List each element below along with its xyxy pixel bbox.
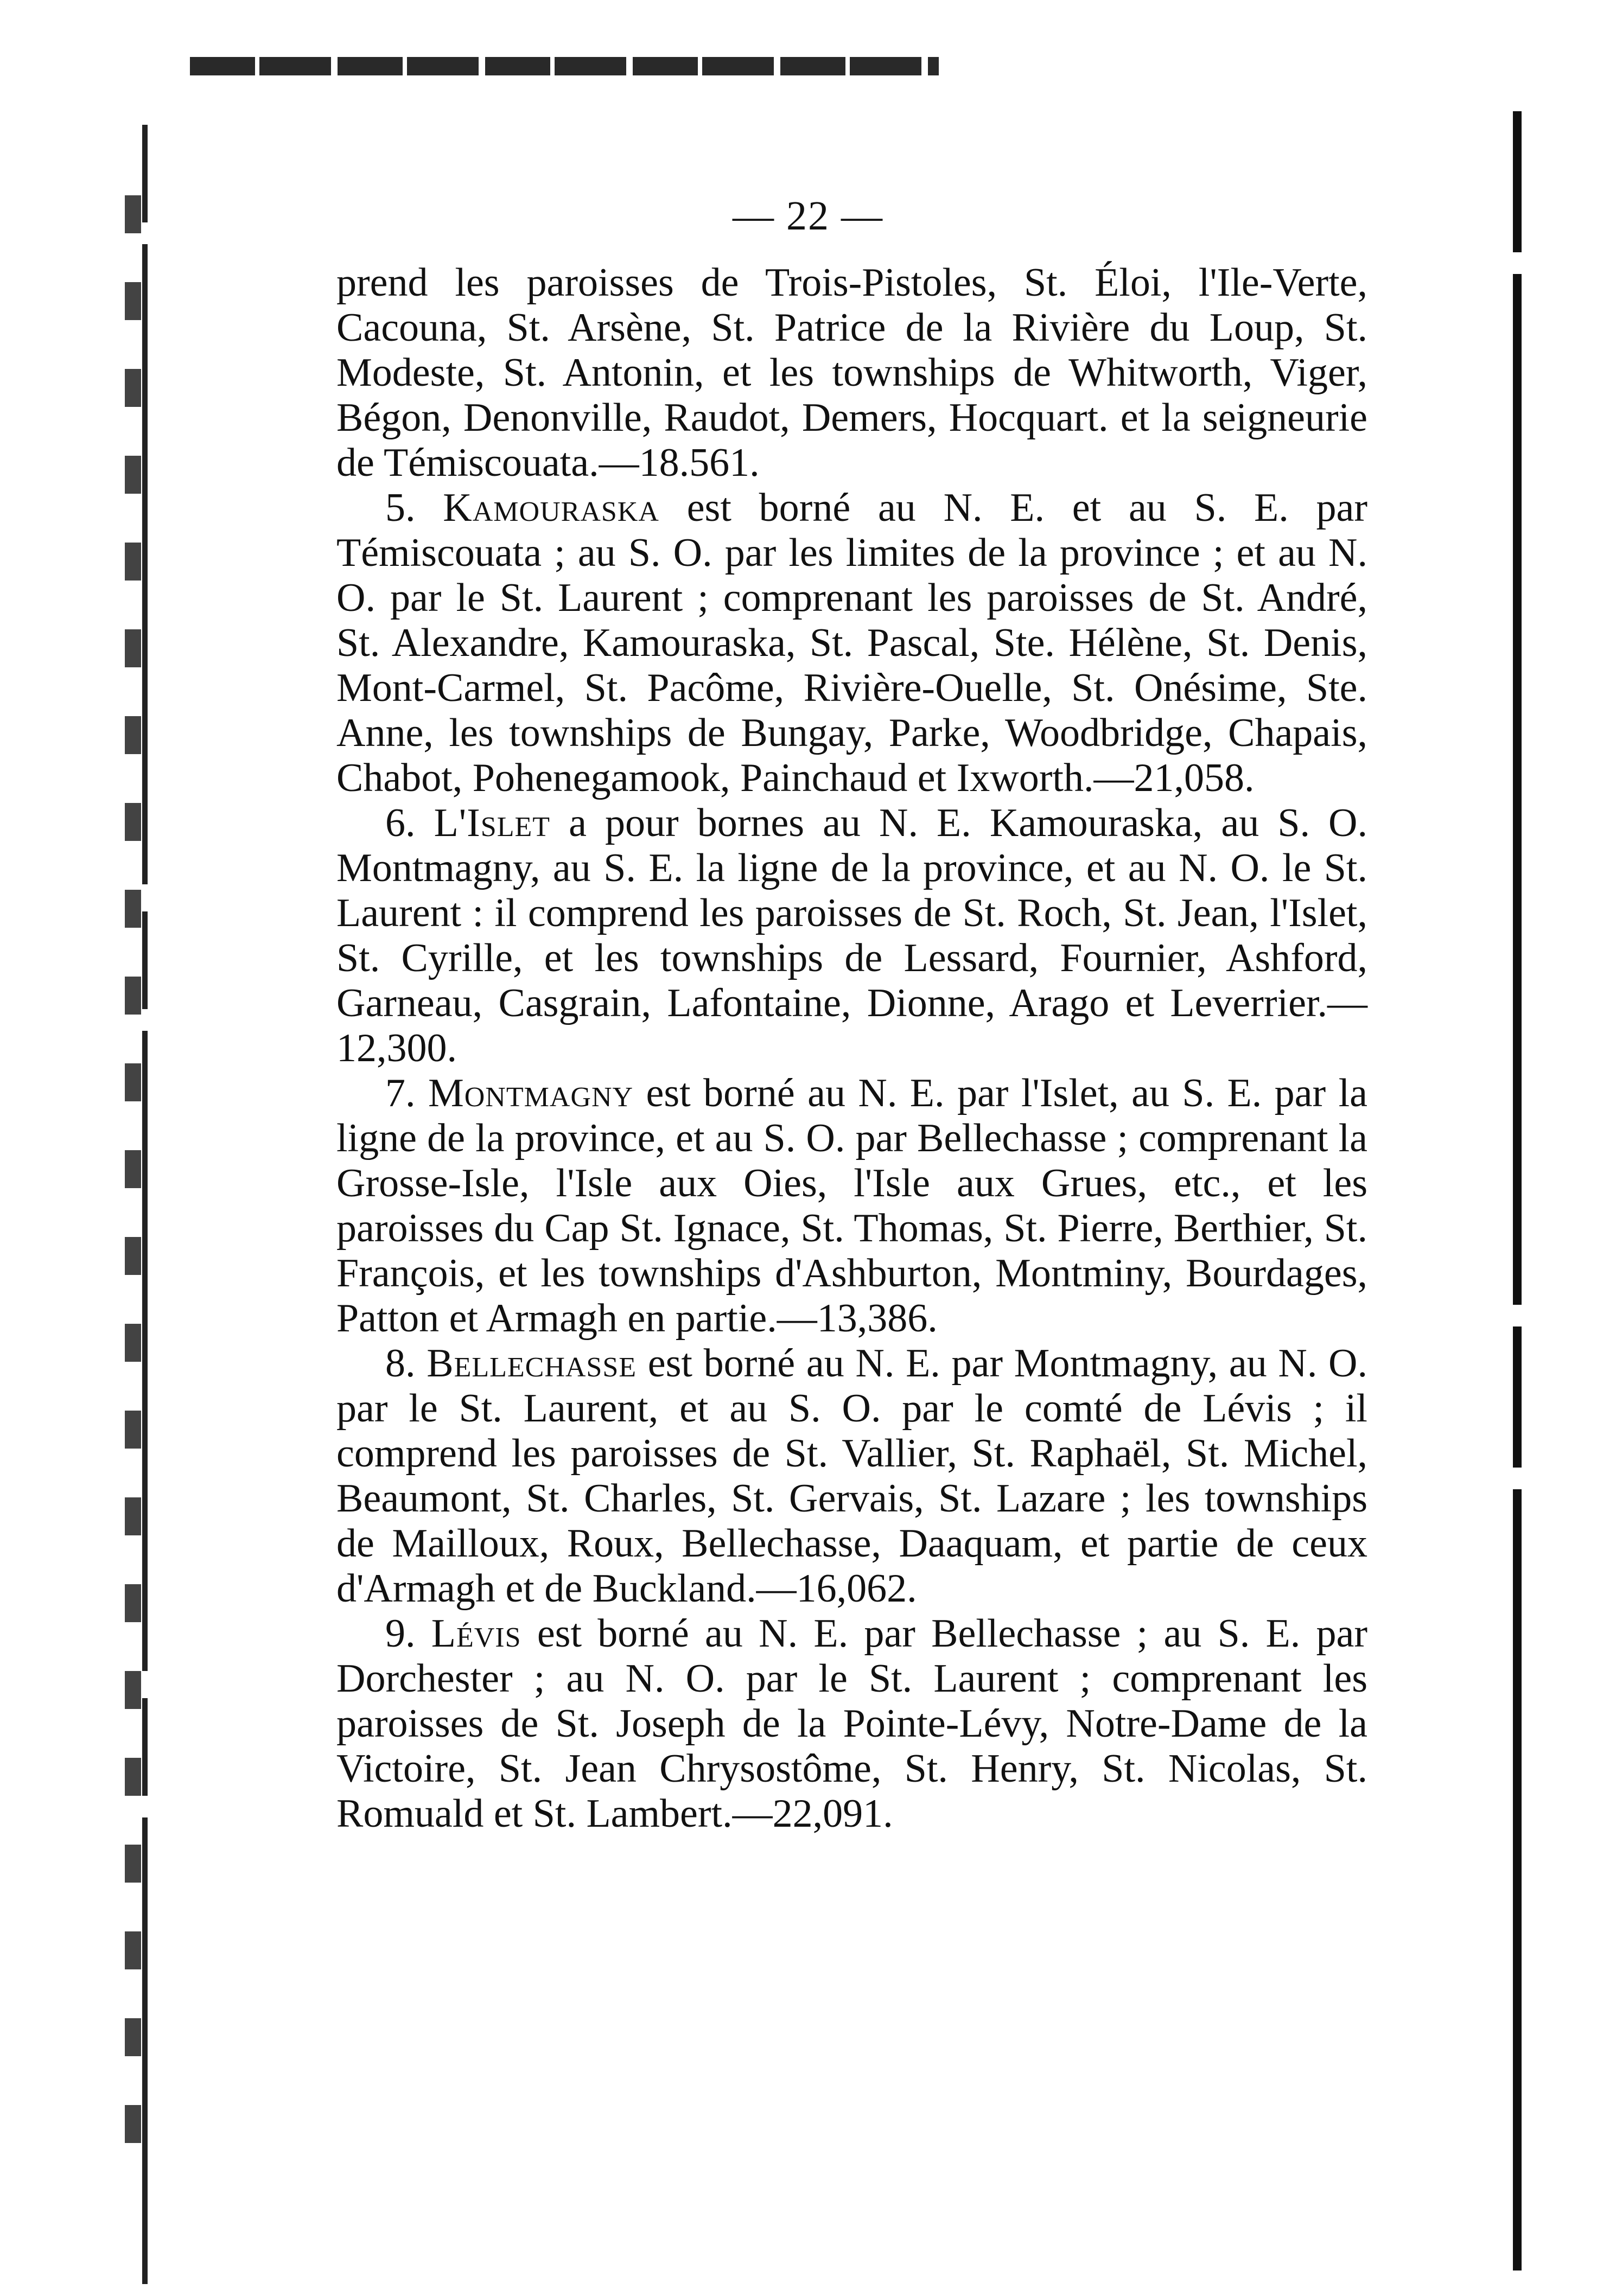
paragraph-continuation (336, 260, 1367, 486)
paragraph-text: est borné au N. E. par Bellechasse ; au S. E. par Dorchester ; au N. O. par le St. Laurent ; comprenant les paroisses de St. Joseph de la Pointe-Lévy, Notre-Dame de la Victoire, St. Jean Chrysostôme, St. Henry, St. Nicolas, St. Romuald et St. Lambert.—22,091. (336, 1611, 1368, 1836)
paragraph-text: est borné au N. E. par l'Islet, au S. E. par la ligne de la province, et au S. O. par Bellechasse ; comprenant la Grosse-Isle, l'Isle aux Oies, l'Isle aux Grues, etc., et les paroisses du Cap St. Ignace, St. Thomas, St. Pierre, Berthier, St. François, et les townships d'Ashburton, Montminy, Bourdages, Patton et Armagh en partie.—13,386. (336, 1071, 1367, 1341)
paragraph-levis (336, 1611, 1367, 1836)
paragraph-number: 7. (385, 1071, 428, 1115)
paragraph-kamouraska (336, 486, 1367, 801)
county-name: Bellechasse (427, 1341, 637, 1386)
scan-artifact-right-edge (1513, 111, 1522, 2271)
paragraph-number: 9. (385, 1611, 431, 1656)
scan-artifact-top-bar (190, 57, 939, 75)
paragraph-text: prend les paroisses de Trois-Pistoles, St. Éloi, l'Ile-Verte, Cacouna, St. Arsène, St. Patrice de la Rivière du Loup, St. Modeste, St. Antonin, et les townships de Whitworth, Viger, Bégon, Denonville, Raudot, Demers, Hocquart. et la seigneurie de Témiscouata.—18.561. (336, 260, 1367, 485)
county-name: Montmagny (428, 1071, 634, 1115)
scan-artifact-left-edge (142, 125, 148, 2284)
body-text (336, 260, 1367, 1836)
scan-artifact-left-marks (125, 195, 141, 2148)
paragraph-bellechasse (336, 1341, 1367, 1611)
paragraph-text: est borné au N. E. et au S. E. par Témiscouata ; au S. O. par les limites de la province ; et au N. O. par le St. Laurent ; comprenant les paroisses de St. André, St. Alexandre, Kamouraska, St. Pascal, Ste. Hélène, St. Denis, Mont-Carmel, St. Pacôme, Rivière-Ouelle, St. Onésime, Ste. Anne, les townships de Bungay, Parke, Woodbridge, Chapais, Chabot, Pohenegamook, Painchaud et Ixworth.—21,058. (336, 486, 1368, 800)
county-name: Lévis (431, 1611, 521, 1656)
paragraph-text: a pour bornes au N. E. Kamouraska, au S. O. Montmagny, au S. E. la ligne de la province, et au N. O. le St. Laurent : il comprend les paroisses de St. Roch, St. Jean, l'Islet, St. Cyrille, et les townships de Lessard, Fournier, Ashford, Garneau, Casgrain, Lafontaine, Dionne, Arago et Leverrier.—12,300. (336, 801, 1367, 1070)
paragraph-text: est borné au N. E. par Montmagny, au N. O. par le St. Laurent, et au S. O. par le comté de Lévis ; il comprend les paroisses de St. Vallier, St. Raphaël, St. Michel, Beaumont, St. Charles, St. Gervais, St. Lazare ; les townships de Mailloux, Roux, Bellechasse, Daaquam, et partie de ceux d'Armagh et de Buckland.—16,062. (336, 1341, 1367, 1611)
paragraph-montmagny (336, 1071, 1367, 1341)
paragraph-number: 6. (385, 801, 434, 845)
county-name: L'Islet (434, 801, 550, 845)
county-name: Kamouraska (443, 486, 659, 530)
paragraph-lislet (336, 801, 1367, 1071)
page-number: — 22 — (733, 193, 883, 239)
paragraph-number: 8. (385, 1341, 427, 1386)
paragraph-number: 5. (385, 486, 443, 530)
